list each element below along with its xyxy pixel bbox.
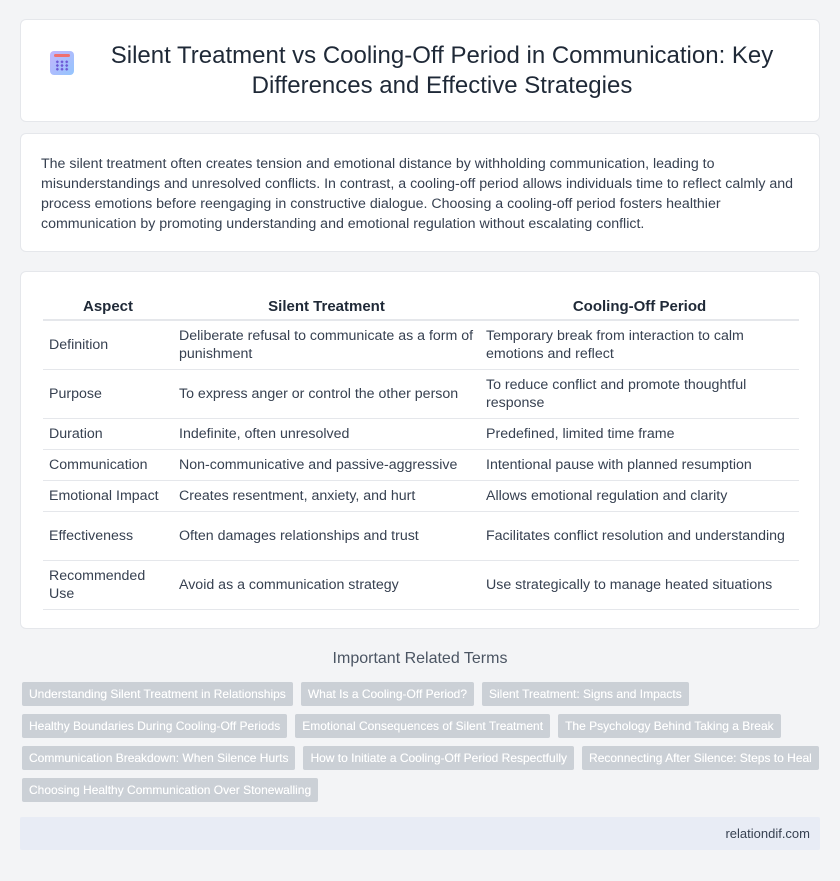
table-row [43,418,799,449]
silent-treatment-cell: To express anger or control the other person [173,369,480,418]
comparison-card [20,271,820,629]
related-term-link[interactable]: Emotional Consequences of Silent Treatment [295,714,550,738]
related-term-link[interactable]: Silent Treatment: Signs and Impacts [482,682,689,706]
related-term-link[interactable]: Understanding Silent Treatment in Relationships [22,682,293,706]
column-header-aspect: Aspect [43,290,173,320]
table-header-row [43,290,799,320]
aspect-cell: Recommended Use [43,560,173,609]
footer [20,817,820,850]
related-terms-list [22,682,822,802]
intro-text: The silent treatment often creates tension and emotional distance by withholding communication, leading to misunderstandings and unresolved conflicts. In contrast, a cooling-off period allows individuals time to reflect calmly and process emotions before reengaging in constructive dialogue. Choosing a cooling-off period fosters healthier communication by promoting understanding and emotional regulation without escalating conflict. [41,156,794,232]
cooling-off-cell: Facilitates conflict resolution and understanding [480,511,799,560]
aspect-cell: Purpose [43,369,173,418]
calendar-grid-icon [50,51,74,75]
related-term-link[interactable]: Reconnecting After Silence: Steps to Heal [582,746,819,770]
cooling-off-cell: Temporary break from interaction to calm emotions and reflect [480,320,799,369]
aspect-cell: Effectiveness [43,511,173,560]
column-header-cooling-off-period: Cooling-Off Period [480,290,799,320]
aspect-cell: Communication [43,449,173,480]
table-row [43,480,799,511]
aspect-cell: Duration [43,418,173,449]
silent-treatment-cell: Creates resentment, anxiety, and hurt [173,480,480,511]
header-card [20,19,820,122]
silent-treatment-cell: Often damages relationships and trust [173,511,480,560]
cooling-off-cell: Allows emotional regulation and clarity [480,480,799,511]
silent-treatment-cell: Avoid as a communication strategy [173,560,480,609]
cooling-off-cell: To reduce conflict and promote thoughtful response [480,369,799,418]
related-term-link[interactable]: Choosing Healthy Communication Over Stonewalling [22,778,318,802]
table-row [43,320,799,369]
cooling-off-cell: Use strategically to manage heated situations [480,560,799,609]
related-term-link[interactable]: What Is a Cooling-Off Period? [301,682,474,706]
aspect-cell: Definition [43,320,173,369]
table-row [43,449,799,480]
related-term-link[interactable]: The Psychology Behind Taking a Break [558,714,781,738]
related-term-link[interactable]: Communication Breakdown: When Silence Hurts [22,746,295,770]
cooling-off-cell: Predefined, limited time frame [480,418,799,449]
related-term-link[interactable]: Healthy Boundaries During Cooling-Off Periods [22,714,287,738]
silent-treatment-cell: Indefinite, often unresolved [173,418,480,449]
table-row [43,511,799,560]
silent-treatment-cell: Deliberate refusal to communicate as a form of punishment [173,320,480,369]
column-header-silent-treatment: Silent Treatment [173,290,480,320]
aspect-cell: Emotional Impact [43,480,173,511]
page-title: Silent Treatment vs Cooling-Off Period in Communication: Key Differences and Effective Strategies [110,41,774,99]
cooling-off-cell: Intentional pause with planned resumption [480,449,799,480]
comparison-table [43,290,799,610]
footer-site-name: relationdif.com [725,826,810,841]
related-term-link[interactable]: How to Initiate a Cooling-Off Period Respectfully [303,746,574,770]
table-row [43,369,799,418]
related-terms-title: Important Related Terms [332,650,508,667]
intro-card [20,133,820,252]
table-row [43,560,799,609]
silent-treatment-cell: Non-communicative and passive-aggressive [173,449,480,480]
